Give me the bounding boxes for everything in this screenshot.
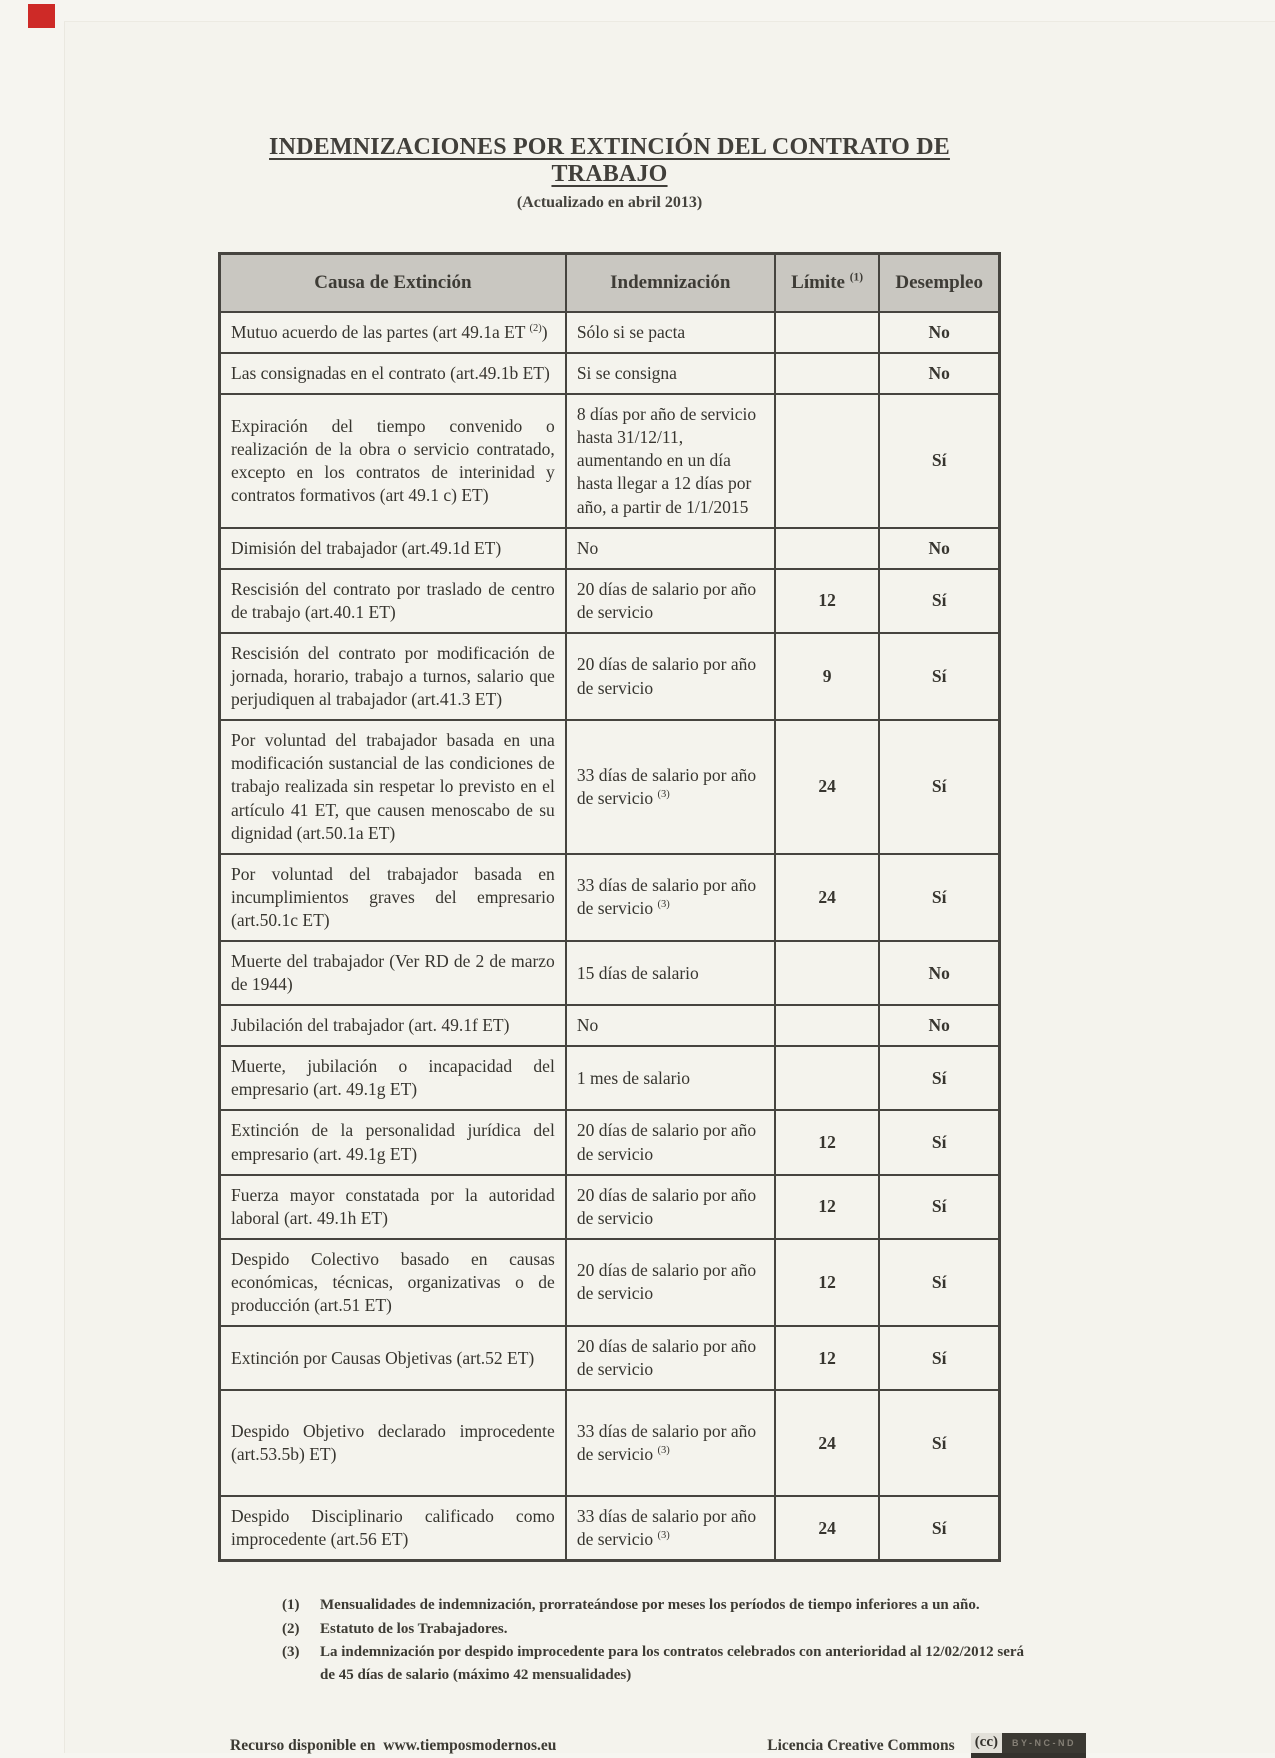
- limit-cell: 12: [775, 1326, 880, 1390]
- indemnity-cell: 33 días de salario por año de servicio $^{(3)}$: [566, 720, 775, 853]
- indemnity-cell: No: [566, 528, 775, 569]
- indemnity-table: [218, 252, 1001, 1562]
- indemnity-cell: 15 días de salario: [566, 941, 775, 1005]
- cause-cell: Extinción de la personalidad jurídica del empresario (art. 49.1g ET): [220, 1110, 566, 1174]
- table-row: [220, 312, 1000, 353]
- table-row: [220, 569, 1000, 633]
- footnote-3: [282, 1641, 1040, 1688]
- cause-cell: Por voluntad del trabajador basada en incumplimientos graves del empresario (art.50.1c ET): [220, 854, 566, 941]
- document-subtitle: (Actualizado en abril 2013): [516, 194, 703, 211]
- indemnity-cell: 20 días de salario por año de servicio: [566, 1326, 775, 1390]
- cause-cell: Despido Colectivo basado en causas económicas, técnicas, organizativas o de producción (art.51 ET): [220, 1239, 566, 1326]
- column-header: Límite $^{(1)}$: [775, 254, 880, 313]
- indemnity-cell: 20 días de salario por año de servicio: [566, 1175, 775, 1239]
- document-content: [218, 0, 1076, 1758]
- limit-cell: 12: [775, 569, 880, 633]
- table-row: [220, 941, 1000, 1005]
- indemnity-cell: Sólo si se pacta: [566, 312, 775, 353]
- cause-cell: Rescisión del contrato por modificación de jornada, horario, trabajo a turnos, salario que perjudiquen al trabajador (art.41.3 ET): [220, 633, 566, 720]
- column-header: Indemnización: [566, 254, 775, 313]
- indemnity-cell: 20 días de salario por año de servicio: [566, 1239, 775, 1326]
- unemployment-cell: No: [879, 941, 999, 1005]
- license-label: Licencia Creative Commons: [767, 1736, 955, 1754]
- cause-cell: Fuerza mayor constatada por la autoridad laboral (art. 49.1h ET): [220, 1175, 566, 1239]
- limit-cell: 12: [775, 1175, 880, 1239]
- limit-cell: 12: [775, 1110, 880, 1174]
- limit-cell: 24: [775, 1390, 880, 1496]
- red-scan-mark: [28, 4, 55, 28]
- cause-cell: Por voluntad del trabajador basada en una modificación sustancial de las condiciones de trabajo realizada sin respetar lo previsto en el artículo 41 ET, que causen menoscabo de su dignidad (art.50.1a ET): [220, 720, 566, 853]
- column-header: Desempleo: [879, 254, 999, 313]
- indemnity-cell: 33 días de salario por año de servicio $^{(3)}$: [566, 854, 775, 941]
- unemployment-cell: Sí: [879, 854, 999, 941]
- cause-cell: Muerte del trabajador (Ver RD de 2 de marzo de 1944): [220, 941, 566, 1005]
- table-row: [220, 633, 1000, 720]
- unemployment-cell: Sí: [879, 1046, 999, 1110]
- table-row: [220, 1110, 1000, 1174]
- document-title: INDEMNIZACIONES POR EXTINCIÓN DEL CONTRATO DE TRABAJO: [269, 134, 950, 187]
- table-row: [220, 720, 1000, 853]
- table-row: [220, 1175, 1000, 1239]
- indemnity-cell: 20 días de salario por año de servicio: [566, 1110, 775, 1174]
- cc-license-type: BY-NC-ND: [1002, 1733, 1086, 1753]
- table-body: [220, 312, 1000, 1561]
- resource-link-text: Recurso disponible en www.tiemposmodernos.eu: [230, 1736, 557, 1754]
- limit-cell: 24: [775, 854, 880, 941]
- table-row: [220, 394, 1000, 527]
- footnote-text: Mensualidades de indemnización, prorrateándose por meses los períodos de tiempo inferiores a un año.: [320, 1597, 980, 1614]
- document-footer: [230, 1733, 1086, 1758]
- footnote-number: (3): [282, 1643, 300, 1660]
- indemnity-cell: Si se consigna: [566, 353, 775, 394]
- unemployment-cell: No: [879, 1005, 999, 1046]
- limit-cell: 9: [775, 633, 880, 720]
- cause-cell: Extinción por Causas Objetivas (art.52 ET): [220, 1326, 566, 1390]
- footnote-text: Estatuto de los Trabajadores.: [320, 1620, 508, 1637]
- footnote-number: (1): [282, 1597, 300, 1614]
- limit-cell: 24: [775, 1496, 880, 1561]
- cause-cell: Despido Objetivo declarado improcedente (art.53.5b) ET): [220, 1390, 566, 1496]
- unemployment-cell: Sí: [879, 1390, 999, 1496]
- cause-cell: Rescisión del contrato por traslado de centro de trabajo (art.40.1 ET): [220, 569, 566, 633]
- table-row: [220, 1239, 1000, 1326]
- unemployment-cell: No: [879, 528, 999, 569]
- unemployment-cell: Sí: [879, 633, 999, 720]
- table-row: [220, 1496, 1000, 1561]
- unemployment-cell: Sí: [879, 394, 999, 527]
- limit-cell: [775, 1046, 880, 1110]
- unemployment-cell: No: [879, 353, 999, 394]
- cause-cell: Las consignadas en el contrato (art.49.1b ET): [220, 353, 566, 394]
- limit-cell: 12: [775, 1239, 880, 1326]
- limit-cell: [775, 528, 880, 569]
- indemnity-cell: 33 días de salario por año de servicio $^{(3)}$: [566, 1496, 775, 1561]
- limit-cell: [775, 312, 880, 353]
- unemployment-cell: Sí: [879, 1175, 999, 1239]
- table-row: [220, 1326, 1000, 1390]
- unemployment-cell: Sí: [879, 1326, 999, 1390]
- indemnity-cell: 20 días de salario por año de servicio: [566, 633, 775, 720]
- table-row: [220, 353, 1000, 394]
- indemnity-cell: 33 días de salario por año de servicio $^{(3)}$: [566, 1390, 775, 1496]
- indemnity-cell: 20 días de salario por año de servicio: [566, 569, 775, 633]
- cause-cell: Muerte, jubilación o incapacidad del empresario (art. 49.1g ET): [220, 1046, 566, 1110]
- cause-cell: Despido Disciplinario calificado como improcedente (art.56 ET): [220, 1496, 566, 1561]
- column-header: Causa de Extinción: [220, 254, 566, 313]
- unemployment-cell: Sí: [879, 720, 999, 853]
- table-row: [220, 854, 1000, 941]
- cause-cell: Mutuo acuerdo de las partes (art 49.1a ET $^{(2)}$): [220, 312, 566, 353]
- indemnity-cell: 8 días por año de servicio hasta 31/12/11, aumentando en un día hasta llegar a 12 días por año, a partir de 1/1/2015: [566, 394, 775, 527]
- cause-cell: Dimisión del trabajador (art.49.1d ET): [220, 528, 566, 569]
- unemployment-cell: Sí: [879, 1496, 999, 1561]
- limit-cell: [775, 394, 880, 527]
- cc-license-badge: [971, 1733, 1086, 1758]
- table-row: [220, 528, 1000, 569]
- footnote-number: (2): [282, 1620, 300, 1637]
- limit-cell: 24: [775, 720, 880, 853]
- limit-cell: [775, 941, 880, 1005]
- limit-cell: [775, 353, 880, 394]
- table-row: [220, 1390, 1000, 1496]
- cc-icon: (cc): [971, 1733, 1002, 1753]
- unemployment-cell: Sí: [879, 1110, 999, 1174]
- footnote-2: [282, 1618, 1040, 1641]
- unemployment-cell: Sí: [879, 569, 999, 633]
- footnote-text: La indemnización por despido improcedente para los contratos celebrados con anterioridad al 12/02/2012 será de 45 días de salario (máximo 42 mensualidades): [320, 1643, 1025, 1684]
- unemployment-cell: Sí: [879, 1239, 999, 1326]
- table-row: [220, 1046, 1000, 1110]
- cause-cell: Expiración del tiempo convenido o realización de la obra o servicio contratado, excepto en los contratos de interinidad y contratos formativos (art 49.1 c) ET): [220, 394, 566, 527]
- table-header-row: [220, 254, 1000, 313]
- table-row: [220, 1005, 1000, 1046]
- indemnity-cell: No: [566, 1005, 775, 1046]
- footnote-1: [282, 1594, 1040, 1617]
- footnotes: [282, 1594, 1040, 1687]
- unemployment-cell: No: [879, 312, 999, 353]
- cause-cell: Jubilación del trabajador (art. 49.1f ET): [220, 1005, 566, 1046]
- limit-cell: [775, 1005, 880, 1046]
- indemnity-cell: 1 mes de salario: [566, 1046, 775, 1110]
